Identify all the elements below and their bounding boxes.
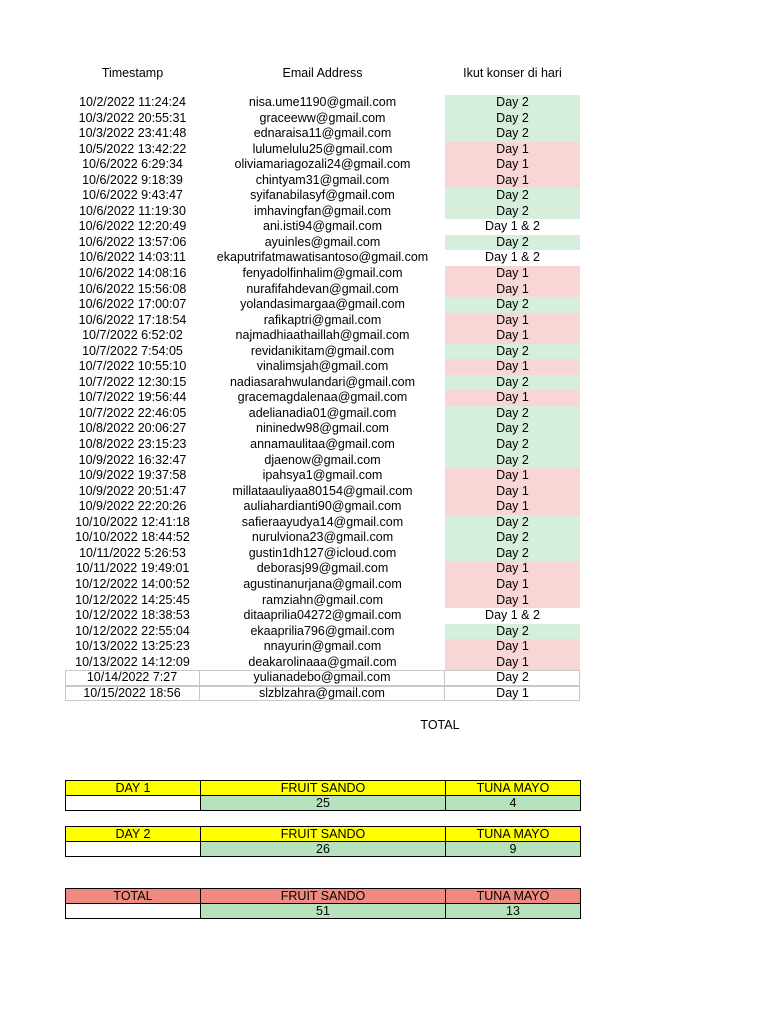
day-cell[interactable]: Day 1 & 2 [485, 219, 540, 234]
table-row [65, 437, 580, 453]
table-row [65, 499, 580, 515]
table-row [65, 421, 580, 437]
timestamp-cell[interactable]: 10/7/2022 12:30:15 [78, 374, 187, 389]
email-cell[interactable]: millataauliyaa80154@gmail.com [232, 483, 413, 498]
email-cell[interactable]: yulianadebo@gmail.com [200, 670, 445, 686]
day1-label: DAY 1 [66, 781, 201, 796]
email-cell[interactable]: slzblzahra@gmail.com [200, 686, 445, 702]
table-row [65, 188, 580, 204]
day1-fruit-sando-value[interactable]: 25 [201, 796, 446, 811]
table-row [65, 530, 580, 546]
timestamp-cell[interactable]: 10/6/2022 11:19:30 [79, 203, 186, 218]
timestamp-cell[interactable]: 10/6/2022 14:03:11 [79, 250, 186, 265]
table-row [65, 515, 580, 531]
header-email: Email Address [282, 66, 363, 80]
email-cell[interactable]: najmadhiaathaillah@gmail.com [235, 328, 410, 343]
timestamp-cell[interactable]: 10/7/2022 10:55:10 [78, 359, 187, 374]
day-cell[interactable]: Day 1 [445, 593, 580, 609]
day-cell[interactable]: Day 2 [445, 530, 580, 546]
table-row [65, 655, 580, 671]
email-cell[interactable]: deborasj99@gmail.com [256, 561, 389, 576]
day-cell[interactable]: Day 1 [445, 561, 580, 577]
table-row [65, 173, 580, 189]
day2-fruit-sando-value[interactable]: 26 [201, 842, 446, 857]
timestamp-cell[interactable]: 10/8/2022 23:15:23 [78, 437, 187, 452]
timestamp-cell[interactable]: 10/5/2022 13:42:22 [78, 141, 187, 156]
day1-fruit-sando-header: FRUIT SANDO [201, 781, 446, 796]
email-cell[interactable]: ayuinles@gmail.com [264, 234, 381, 249]
timestamp-cell[interactable]: 10/9/2022 20:51:47 [78, 483, 187, 498]
day-cell[interactable]: Day 1 [445, 468, 580, 484]
email-cell[interactable]: imhavingfan@gmail.com [253, 203, 392, 218]
timestamp-cell[interactable]: 10/12/2022 14:25:45 [75, 592, 190, 607]
day2-tuna-mayo-header: TUNA MAYO [446, 827, 581, 842]
total-fruit-sando-header: FRUIT SANDO [201, 889, 446, 904]
timestamp-cell[interactable]: 10/10/2022 18:44:52 [75, 530, 190, 545]
total-empty-cell[interactable] [66, 904, 201, 919]
table-row [65, 484, 580, 500]
email-cell[interactable]: adelianadia01@gmail.com [248, 405, 397, 420]
timestamp-cell[interactable]: 10/6/2022 12:20:49 [78, 219, 187, 234]
day2-tuna-mayo-value[interactable]: 9 [446, 842, 581, 857]
email-cell[interactable]: ani.isti94@gmail.com [263, 219, 382, 234]
timestamp-cell[interactable]: 10/6/2022 17:00:07 [78, 297, 187, 312]
email-cell[interactable]: lulumelulu25@gmail.com [252, 141, 393, 156]
total-fruit-sando-value[interactable]: 51 [201, 904, 446, 919]
header-timestamp: Timestamp [101, 66, 164, 80]
table-row [65, 468, 580, 484]
table-row [65, 577, 580, 593]
timestamp-cell[interactable]: 10/7/2022 7:54:05 [82, 343, 183, 358]
day-cell[interactable]: Day 1 [445, 639, 580, 655]
day-cell[interactable]: Day 2 [445, 670, 580, 686]
email-cell[interactable]: graceeww@gmail.com [259, 110, 386, 125]
email-cell[interactable]: nurafifahdevan@gmail.com [246, 281, 399, 296]
table-row [65, 624, 580, 640]
email-cell[interactable]: djaenow@gmail.com [264, 452, 381, 467]
day-cell[interactable]: Day 1 [445, 686, 580, 702]
table-row [65, 453, 580, 469]
table-row [65, 142, 580, 158]
day-cell[interactable]: Day 1 [445, 655, 580, 671]
timestamp-cell[interactable]: 10/6/2022 14:08:16 [78, 266, 187, 281]
table-row [65, 111, 580, 127]
table-row [65, 344, 580, 360]
email-cell[interactable]: syifanabilasyf@gmail.com [250, 188, 395, 203]
header-day: Ikut konser di hari [463, 66, 562, 80]
table-row [65, 670, 580, 686]
day1-empty-cell[interactable] [66, 796, 201, 811]
day-cell[interactable]: Day 1 [445, 282, 580, 298]
table-row [65, 593, 580, 609]
day-cell[interactable]: Day 2 [445, 515, 580, 531]
timestamp-cell[interactable]: 10/11/2022 19:49:01 [75, 561, 190, 576]
email-cell[interactable]: rafikaptri@gmail.com [263, 312, 382, 327]
day-cell[interactable]: Day 2 [445, 126, 580, 142]
day-cell[interactable]: Day 2 [445, 437, 580, 453]
timestamp-cell[interactable]: 10/11/2022 5:26:53 [79, 545, 186, 560]
day-cell[interactable]: Day 2 [445, 188, 580, 204]
email-cell[interactable]: ednaraisa11@gmail.com [253, 126, 392, 141]
table-row [65, 686, 580, 702]
day2-label: DAY 2 [66, 827, 201, 842]
timestamp-cell[interactable]: 10/6/2022 6:29:34 [82, 157, 183, 172]
email-cell[interactable]: nininedw98@gmail.com [256, 421, 389, 436]
timestamp-cell[interactable]: 10/6/2022 17:18:54 [78, 312, 187, 327]
table-row [65, 546, 580, 562]
timestamp-cell[interactable]: 10/7/2022 6:52:02 [82, 328, 183, 343]
table-row [65, 266, 580, 282]
day-cell[interactable]: Day 1 [445, 359, 580, 375]
email-cell[interactable]: ekaaprilia796@gmail.com [250, 623, 395, 638]
day-cell[interactable]: Day 1 [445, 313, 580, 329]
timestamp-cell[interactable]: 10/13/2022 14:12:09 [75, 654, 190, 669]
day-cell[interactable]: Day 2 [445, 453, 580, 469]
table-row [65, 359, 580, 375]
table-row [65, 282, 580, 298]
table-row [65, 219, 580, 235]
table-row [65, 157, 580, 173]
day-cell[interactable]: Day 2 [445, 375, 580, 391]
timestamp-cell[interactable]: 10/15/2022 18:56 [65, 686, 200, 702]
email-cell[interactable]: ramziahn@gmail.com [261, 592, 384, 607]
email-cell[interactable]: chintyam31@gmail.com [255, 172, 390, 187]
total-table-label: TOTAL [66, 889, 201, 904]
timestamp-cell[interactable]: 10/6/2022 15:56:08 [78, 281, 187, 296]
table-row [65, 406, 580, 422]
timestamp-cell[interactable]: 10/7/2022 19:56:44 [78, 390, 187, 405]
table-row [65, 204, 580, 220]
timestamp-cell[interactable]: 10/6/2022 9:18:39 [82, 172, 183, 187]
day-cell[interactable]: Day 1 [445, 266, 580, 282]
timestamp-cell[interactable]: 10/7/2022 22:46:05 [78, 405, 187, 420]
timestamp-cell[interactable]: 10/8/2022 20:06:27 [78, 421, 187, 436]
email-cell[interactable]: gracemagdalenaa@gmail.com [237, 390, 408, 405]
day-cell[interactable]: Day 2 [445, 421, 580, 437]
day2-empty-cell[interactable] [66, 842, 201, 857]
email-cell[interactable]: auliahardianti90@gmail.com [243, 499, 402, 514]
email-cell[interactable]: nisa.ume1190@gmail.com [248, 95, 397, 109]
day-cell[interactable]: Day 2 [445, 546, 580, 562]
day-cell[interactable]: Day 1 & 2 [485, 608, 540, 623]
timestamp-cell[interactable]: 10/9/2022 22:20:26 [78, 499, 187, 514]
timestamp-cell[interactable]: 10/9/2022 16:32:47 [78, 452, 187, 467]
timestamp-cell[interactable]: 10/12/2022 14:00:52 [75, 576, 190, 591]
day1-tuna-mayo-value[interactable]: 4 [446, 796, 581, 811]
email-cell[interactable]: safieraayudya14@gmail.com [241, 514, 404, 529]
day-cell[interactable]: Day 1 & 2 [485, 250, 540, 265]
day1-tuna-mayo-header: TUNA MAYO [446, 781, 581, 796]
summary-day2-table [65, 826, 581, 857]
day-cell[interactable]: Day 2 [445, 111, 580, 127]
day-cell[interactable]: Day 1 [445, 484, 580, 500]
table-row [65, 328, 580, 344]
email-cell[interactable]: fenyadolfinhalim@gmail.com [242, 266, 403, 281]
email-cell[interactable]: ipahsya1@gmail.com [262, 468, 383, 483]
table-row [65, 639, 580, 655]
email-cell[interactable]: yolandasimargaa@gmail.com [240, 297, 405, 312]
timestamp-cell[interactable]: 10/14/2022 7:27 [65, 670, 200, 686]
day-cell[interactable]: Day 2 [445, 204, 580, 220]
day-cell[interactable]: Day 2 [445, 95, 580, 111]
email-cell[interactable]: revidanikitam@gmail.com [250, 343, 395, 358]
timestamp-cell[interactable]: 10/12/2022 22:55:04 [75, 623, 190, 638]
timestamp-cell[interactable]: 10/6/2022 13:57:06 [78, 234, 187, 249]
table-row [65, 313, 580, 329]
total-tuna-mayo-header: TUNA MAYO [446, 889, 581, 904]
day2-fruit-sando-header: FRUIT SANDO [201, 827, 446, 842]
total-tuna-mayo-value[interactable]: 13 [446, 904, 581, 919]
day-cell[interactable]: Day 2 [445, 235, 580, 251]
day-cell[interactable]: Day 1 [445, 499, 580, 515]
summary-day1-table [65, 780, 581, 811]
table-row [65, 250, 580, 266]
table-row [65, 608, 580, 624]
timestamp-cell[interactable]: 10/9/2022 19:37:58 [78, 468, 187, 483]
email-cell[interactable]: ekaputrifatmawatisantoso@gmail.com [216, 250, 429, 265]
timestamp-cell[interactable]: 10/10/2022 12:41:18 [75, 514, 190, 529]
day-cell[interactable]: Day 1 [445, 577, 580, 593]
table-row [65, 561, 580, 577]
summary-total-table [65, 888, 581, 919]
day-cell[interactable]: Day 1 [445, 173, 580, 189]
day-cell[interactable]: Day 1 [445, 328, 580, 344]
day-cell[interactable]: Day 2 [445, 624, 580, 640]
email-cell[interactable]: oliviamariagozali24@gmail.com [234, 157, 411, 172]
responses-table [65, 95, 580, 701]
email-cell[interactable]: nnayurin@gmail.com [263, 639, 382, 654]
day-cell[interactable]: Day 1 [445, 157, 580, 173]
email-cell[interactable]: nurulviona23@gmail.com [251, 530, 394, 545]
day-cell[interactable]: Day 2 [445, 344, 580, 360]
email-cell[interactable]: gustin1dh127@icloud.com [248, 545, 397, 560]
table-row [65, 126, 580, 142]
timestamp-cell[interactable]: 10/2/2022 11:24:24 [79, 95, 186, 109]
table-row [65, 375, 580, 391]
day-cell[interactable]: Day 1 [445, 142, 580, 158]
total-label: TOTAL [420, 718, 460, 732]
email-cell[interactable]: agustinanurjana@gmail.com [243, 576, 402, 591]
table-row [65, 235, 580, 251]
email-cell[interactable]: ditaaprilia04272@gmail.com [243, 608, 402, 623]
table-row [65, 297, 580, 313]
timestamp-cell[interactable]: 10/3/2022 23:41:48 [78, 126, 187, 141]
day-cell[interactable]: Day 1 [445, 390, 580, 406]
day-cell[interactable]: Day 2 [445, 297, 580, 313]
email-cell[interactable]: deakarolinaaa@gmail.com [248, 654, 397, 669]
table-row [65, 390, 580, 406]
email-cell[interactable]: annamaulitaa@gmail.com [250, 437, 395, 452]
email-cell[interactable]: nadiasarahwulandari@gmail.com [229, 374, 415, 389]
timestamp-cell[interactable]: 10/3/2022 20:55:31 [78, 110, 187, 125]
timestamp-cell[interactable]: 10/12/2022 18:38:53 [75, 608, 190, 623]
day-cell[interactable]: Day 2 [445, 406, 580, 422]
timestamp-cell[interactable]: 10/6/2022 9:43:47 [82, 188, 183, 203]
table-row [65, 95, 580, 111]
timestamp-cell[interactable]: 10/13/2022 13:25:23 [75, 639, 190, 654]
email-cell[interactable]: vinalimsjah@gmail.com [256, 359, 389, 374]
